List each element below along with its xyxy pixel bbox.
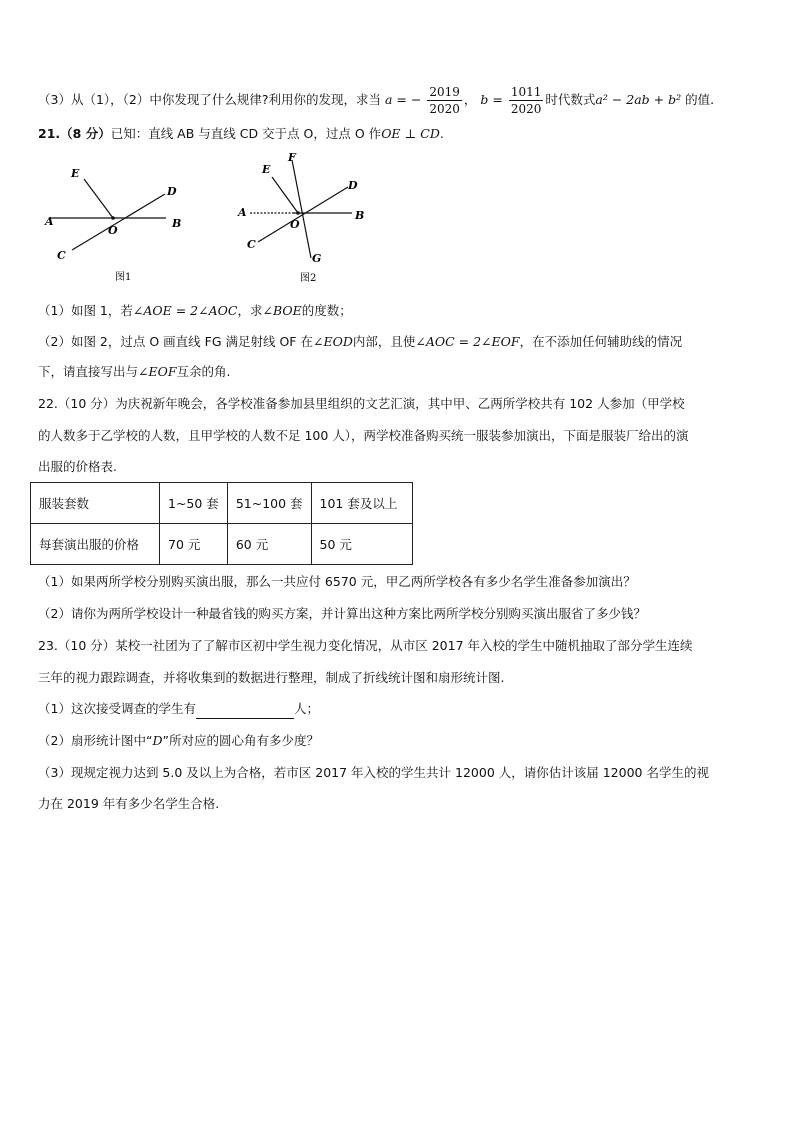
label-G: G bbox=[312, 252, 322, 265]
separator: ， bbox=[463, 92, 477, 107]
q22-line2: 的人数多于乙学校的人数，且甲学校的人数不足 100 人），两学校准备购买统一服装参加演出，下面是服装厂给出的演 bbox=[38, 428, 689, 443]
q21-part2-line1 bbox=[38, 332, 682, 352]
b-numerator: 1011 bbox=[510, 85, 542, 99]
q23-part2 bbox=[38, 731, 319, 751]
table-cell: 70 元 bbox=[160, 524, 228, 565]
q23-part2-text-a: （2）扇形统计图中“ bbox=[38, 733, 153, 748]
label-F: F bbox=[288, 152, 296, 164]
q21-perpendicular: OE ⊥ CD bbox=[381, 126, 440, 141]
a-equals: a = − bbox=[384, 92, 422, 107]
table-cell: 服装套数 bbox=[31, 483, 160, 524]
figure-1-caption: 图1 bbox=[115, 272, 132, 283]
label-C: C bbox=[57, 249, 66, 262]
table-cell: 60 元 bbox=[227, 524, 311, 565]
table-cell: 50 元 bbox=[311, 524, 412, 565]
label-A: A bbox=[45, 215, 54, 228]
label-D-fig2: D bbox=[348, 179, 358, 192]
q22-part1: （1）如果两所学校分别购买演出服，那么一共应付 6570 元，甲乙两所学校各有多少名学生准备参加演出？ bbox=[38, 574, 636, 589]
b-denominator: 2020 bbox=[510, 102, 542, 116]
b-equals: b = bbox=[480, 92, 503, 107]
q23-line2: 三年的视力跟踪调查，并将收集到的数据进行整理，制成了折线统计图和扇形统计图. bbox=[38, 670, 505, 685]
q21-part1 bbox=[38, 301, 352, 321]
q22-part2: （2）请你为两所学校设计一种最省钱的购买方案，并计算出这种方案比两所学校分别购买演出服省了多少钱？ bbox=[38, 606, 646, 621]
label-D: D bbox=[167, 185, 177, 198]
q21-part1-text-c: 的度数； bbox=[301, 303, 352, 318]
a-numerator: 2019 bbox=[429, 85, 460, 99]
q20-part3-number: （3） bbox=[38, 92, 71, 107]
q21-part2-text-c: ，在不添加任何辅助线的情况 bbox=[519, 334, 683, 349]
q23-part2-letter: D bbox=[152, 733, 163, 748]
q20-part3-text2: 时代数式 bbox=[545, 92, 596, 107]
q21-part1-target: ∠BOE bbox=[262, 303, 302, 318]
label-O: O bbox=[108, 224, 118, 237]
table-cell: 101 套及以上 bbox=[311, 483, 412, 524]
label-B: B bbox=[172, 217, 182, 230]
q21-part1-text-b: ，求 bbox=[237, 303, 263, 318]
q21-part1-condition: ∠AOE = 2∠AOC bbox=[132, 303, 238, 318]
price-table bbox=[30, 482, 413, 565]
table-cell: 1~50 套 bbox=[160, 483, 228, 524]
q21-part2-text-e: 互余的角. bbox=[176, 364, 231, 379]
answer-blank bbox=[196, 704, 294, 719]
q21-text: 已知：直线 AB 与直线 CD 交于点 O，过点 O 作 bbox=[110, 126, 382, 141]
q21-part2-angle-eof: ∠EOF bbox=[138, 364, 177, 379]
label-E-fig2: E bbox=[262, 163, 271, 176]
label-A-fig2: A bbox=[238, 206, 247, 219]
label-B-fig2: B bbox=[355, 209, 365, 222]
q21-part2-text-d: 下，请直接写出与 bbox=[38, 364, 139, 379]
q21-end: . bbox=[439, 126, 444, 141]
q22-line1: 22.（10 分）为庆祝新年晚会，各学校准备参加县里组织的文艺汇演，其中甲、乙两所学校共有 102 人参加（甲学校 bbox=[38, 396, 685, 411]
algebraic-expression: a² − 2ab + b² bbox=[595, 92, 682, 107]
q23-part2-text-b: ”所对应的圆心角有多少度？ bbox=[162, 733, 319, 748]
q20-part3 bbox=[38, 84, 714, 117]
q21-part2-angle-eod: ∠EOD bbox=[312, 334, 353, 349]
q21-part2-line2 bbox=[38, 362, 231, 382]
q23-part1-text-a: （1）这次接受调查的学生有 bbox=[38, 701, 196, 716]
q21-number: 21.（8 分） bbox=[38, 126, 111, 141]
q23-line1: 23.（10 分）某校一社团为了了解市区初中学生视力变化情况，从市区 2017 年入校的学生中随机抽取了部分学生连续 bbox=[38, 638, 693, 653]
b-fraction bbox=[509, 84, 544, 117]
a-denominator: 2020 bbox=[429, 102, 460, 116]
label-O-fig2: O bbox=[290, 218, 300, 231]
label-E: E bbox=[71, 167, 80, 180]
table-row bbox=[31, 524, 413, 565]
q23-part1 bbox=[38, 699, 319, 719]
a-fraction bbox=[427, 84, 462, 117]
figure-2 bbox=[232, 152, 382, 287]
q23-part3-line2: 力在 2019 年有多少名学生合格. bbox=[38, 796, 220, 811]
q20-part3-text1: 从（1），（2）中你发现了什么规律?利用你的发现，求当 bbox=[70, 92, 381, 107]
q23-part3-line1: （3）现规定视力达到 5.0 及以上为合格，若市区 2017 年入校的学生共计 12000 人，请你估计该届 12000 名学生的视 bbox=[38, 765, 709, 780]
q20-part3-text3: 的值. bbox=[685, 92, 715, 107]
figure-1 bbox=[38, 155, 198, 285]
table-cell: 51~100 套 bbox=[227, 483, 311, 524]
label-C-fig2: C bbox=[247, 238, 256, 251]
table-cell: 每套演出服的价格 bbox=[31, 524, 160, 565]
q21-part2-condition: ∠AOC = 2∠EOF bbox=[415, 334, 520, 349]
q23-part1-text-b: 人； bbox=[293, 701, 319, 716]
q21-part1-text-a: （1）如图 1，若 bbox=[38, 303, 133, 318]
q21-header bbox=[38, 124, 444, 144]
q22-line3: 出服的价格表. bbox=[38, 459, 117, 474]
figure-2-caption: 图2 bbox=[300, 273, 317, 284]
q21-part2-text-b: 内部，且使 bbox=[352, 334, 416, 349]
q21-part2-text-a: （2）如图 2，过点 O 画直线 FG 满足射线 OF 在 bbox=[38, 334, 313, 349]
table-row bbox=[31, 483, 413, 524]
